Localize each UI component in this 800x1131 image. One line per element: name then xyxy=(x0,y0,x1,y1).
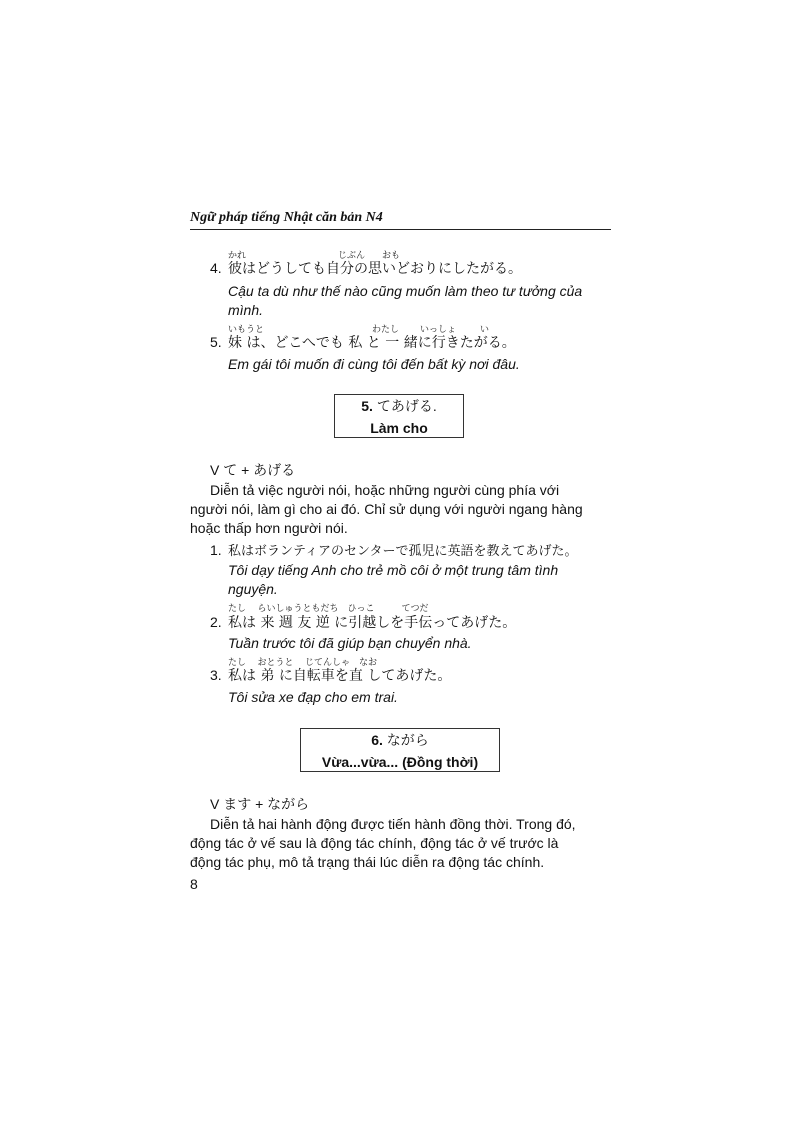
section-6-desc-line2: động tác ở vế sau là động tác chính, động tác ở vế trước là xyxy=(190,835,559,851)
example-translation: Em gái tôi muốn đi cùng tôi đến bất kỳ nơi đâu. xyxy=(228,356,520,372)
example-translation: Tôi sửa xe đạp cho em trai. xyxy=(228,689,398,705)
section-5-formula: V て + あげる xyxy=(210,462,296,478)
example-ruby: たし おとうと じてんしゃ なお xyxy=(228,657,378,667)
example-translation-cont: nguyện. xyxy=(228,581,278,597)
section-5-meaning: Làm cho xyxy=(370,420,428,436)
example-japanese: 私はボランティアのセンターで孤児に英語を教えてあげた。 xyxy=(228,544,578,559)
example-japanese: 彼はどうしても自分の思いどおりにしたがる。 xyxy=(228,261,522,277)
example-number: 2. xyxy=(210,614,222,630)
section-5-desc-line1: Diễn tả việc người nói, hoặc những người cùng phía với xyxy=(210,482,560,498)
example-number: 3. xyxy=(210,667,222,683)
example-translation: Cậu ta dù như thế nào cũng muốn làm theo tư tưởng của xyxy=(228,283,583,299)
example-number: 4. xyxy=(210,260,222,276)
running-header: Ngữ pháp tiếng Nhật căn bản N4 xyxy=(190,210,383,225)
ruby-i: い xyxy=(480,324,490,334)
example-translation: Tuần trước tôi đã giúp bạn chuyển nhà. xyxy=(228,635,472,651)
ruby-watashi: わたし xyxy=(372,324,400,334)
example-japanese: 私は 弟 に自転車を直 してあげた。 xyxy=(228,668,452,684)
ruby-jibun: じぶん xyxy=(338,250,366,260)
page-number: 8 xyxy=(190,876,198,892)
example-number: 5. xyxy=(210,334,222,350)
section-6-heading: 6. ながら xyxy=(371,732,429,748)
section-5-heading: 5. てあげる. xyxy=(361,398,437,414)
section-5-desc-line3: hoặc thấp hơn người nói. xyxy=(190,520,348,536)
header-rule xyxy=(190,229,611,230)
section-6-meaning: Vừa...vừa... (Đồng thời) xyxy=(321,754,479,770)
ruby-omo: おも xyxy=(382,250,401,260)
example-ruby: たし らいしゅうともだち ひっこ てつだ xyxy=(228,603,429,613)
section-6-box xyxy=(300,728,500,772)
section-6-formula: V ます + ながら xyxy=(210,796,310,812)
section-5-box xyxy=(334,394,464,438)
section-6-desc-line3: động tác phụ, mô tả trạng thái lúc diễn ra động tác chính. xyxy=(190,854,545,870)
section-6-desc-line1: Diễn tả hai hành động được tiến hành đồng thời. Trong đó, xyxy=(210,816,576,832)
section-5-desc-line2: người nói, làm gì cho ai đó. Chỉ sử dụng với người ngang hàng xyxy=(190,501,583,517)
example-number: 1. xyxy=(210,542,222,558)
ruby-issho: いっしょ xyxy=(420,324,457,334)
example-translation: Tôi dạy tiếng Anh cho trẻ mồ côi ở một trung tâm tình xyxy=(228,562,559,578)
ruby-imouto: いもうと xyxy=(228,324,265,334)
example-japanese: 私は 来 週 友 逆 に引越しを手伝ってあげた。 xyxy=(228,615,517,631)
example-translation-cont: mình. xyxy=(228,302,264,318)
ruby-kare: かれ xyxy=(228,250,247,260)
example-japanese: 妹 は、どこへでも 私 と 一 緒に行きたがる。 xyxy=(228,335,516,351)
